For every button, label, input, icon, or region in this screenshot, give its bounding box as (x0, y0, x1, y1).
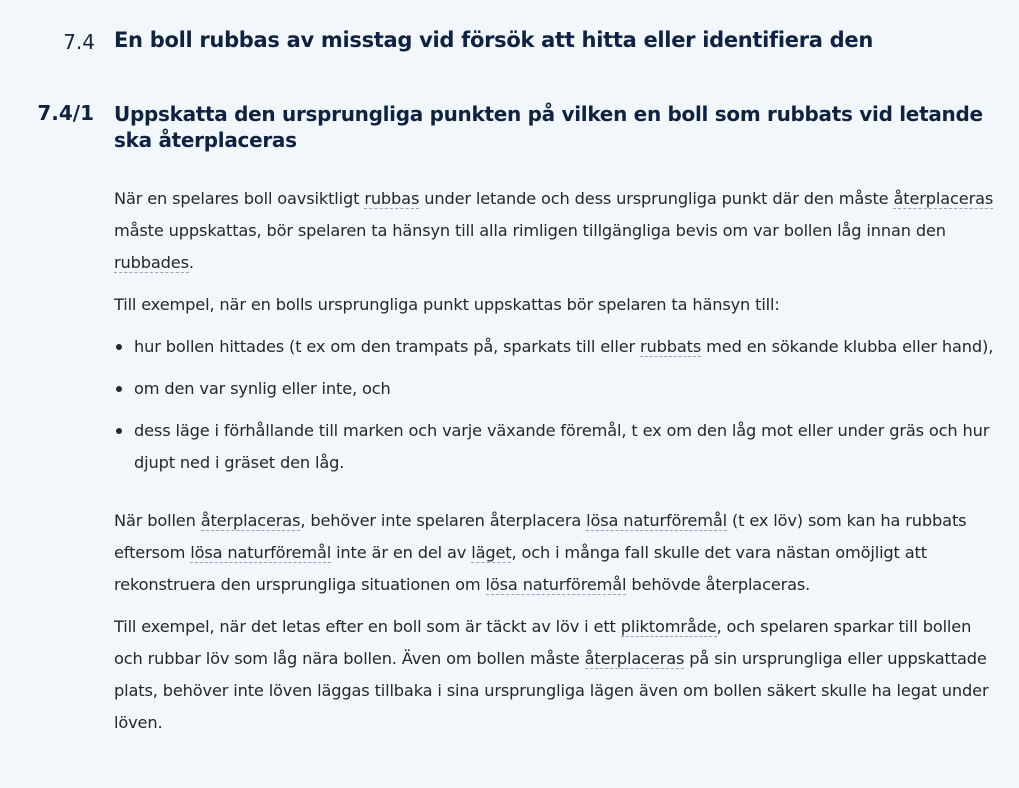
list-item (134, 373, 1004, 405)
text-segment: När en spelares boll oavsiktligt (114, 189, 365, 208)
defined-term-link[interactable]: återplaceras (584, 649, 685, 668)
section-heading (0, 28, 1019, 58)
defined-term-link[interactable]: lösa naturföremål (190, 543, 332, 562)
interpretation-body (114, 183, 1004, 749)
defined-term-link[interactable]: lösa naturföremål (485, 575, 627, 594)
text-segment: under letande och dess ursprungliga punkt där den måste (419, 189, 894, 208)
interpretation-number: 7.4/1 (37, 101, 94, 125)
text-segment: När bollen (114, 511, 201, 530)
text-segment: , och i många fall skulle det vara nästan omöjligt att rekonstruera den ursprungliga situationen om (114, 543, 927, 594)
text-segment: . (188, 253, 194, 272)
paragraph (114, 505, 1004, 601)
list-item (134, 415, 1004, 479)
text-segment: med en sökande klubba eller hand), (701, 337, 994, 356)
interpretation-title: Uppskatta den ursprungliga punkten på vilken en boll som rubbats vid letande ska återplaceras (114, 102, 983, 152)
text-segment: (t ex löv) som kan ha rubbats eftersom (114, 511, 967, 562)
section-title: En boll rubbas av misstag vid försök att hitta eller identifiera den (114, 28, 874, 52)
defined-term-link[interactable]: lösa naturföremål (586, 511, 727, 530)
paragraph (114, 183, 1004, 279)
text-segment: behövde återplaceras. (626, 575, 811, 594)
text-segment: på sin ursprungliga eller uppskattade plats, behöver inte löven läggas tillbaka i sina ursprungliga lägen även om bollen säkert skulle ha legat under löven. (114, 649, 989, 732)
defined-term-link[interactable]: läget (471, 543, 512, 562)
text-segment: måste uppskattas, bör spelaren ta hänsyn till alla rimligen tillgängliga bevis om var bollen låg innan den (114, 221, 946, 240)
defined-term-link[interactable]: rubbats (640, 337, 702, 356)
defined-term-link[interactable]: rubbas (364, 189, 420, 208)
text-segment: , behöver inte spelaren återplacera (300, 511, 587, 530)
defined-term-link[interactable]: rubbades (114, 253, 189, 272)
list-item (134, 331, 1004, 363)
paragraph (114, 611, 1004, 739)
text-segment: dess läge i förhållande till marken och varje växande föremål, t ex om den låg mot eller under gräs och hur djupt ned i gräset den låg. (134, 421, 990, 472)
consideration-list (114, 331, 1004, 479)
spacer (114, 489, 1004, 505)
paragraph (114, 289, 1004, 321)
text-segment: Till exempel, när en bolls ursprungliga punkt uppskattas bör spelaren ta hänsyn till: (114, 295, 780, 314)
section-number: 7.4 (63, 30, 95, 54)
defined-term-link[interactable]: återplaceras (893, 189, 994, 208)
text-segment: inte är en del av (331, 543, 472, 562)
text-segment: hur bollen hittades (t ex om den trampats på, sparkats till eller (134, 337, 641, 356)
text-segment: om den var synlig eller inte, och (134, 379, 391, 398)
text-segment: Till exempel, när det letas efter en boll som är täckt av löv i ett (114, 617, 621, 636)
defined-term-link[interactable]: återplaceras (200, 511, 301, 530)
text-segment: , och spelaren sparkar till bollen och rubbar löv som låg nära bollen. Även om bollen måste (114, 617, 972, 668)
defined-term-link[interactable]: pliktområde (620, 617, 717, 636)
